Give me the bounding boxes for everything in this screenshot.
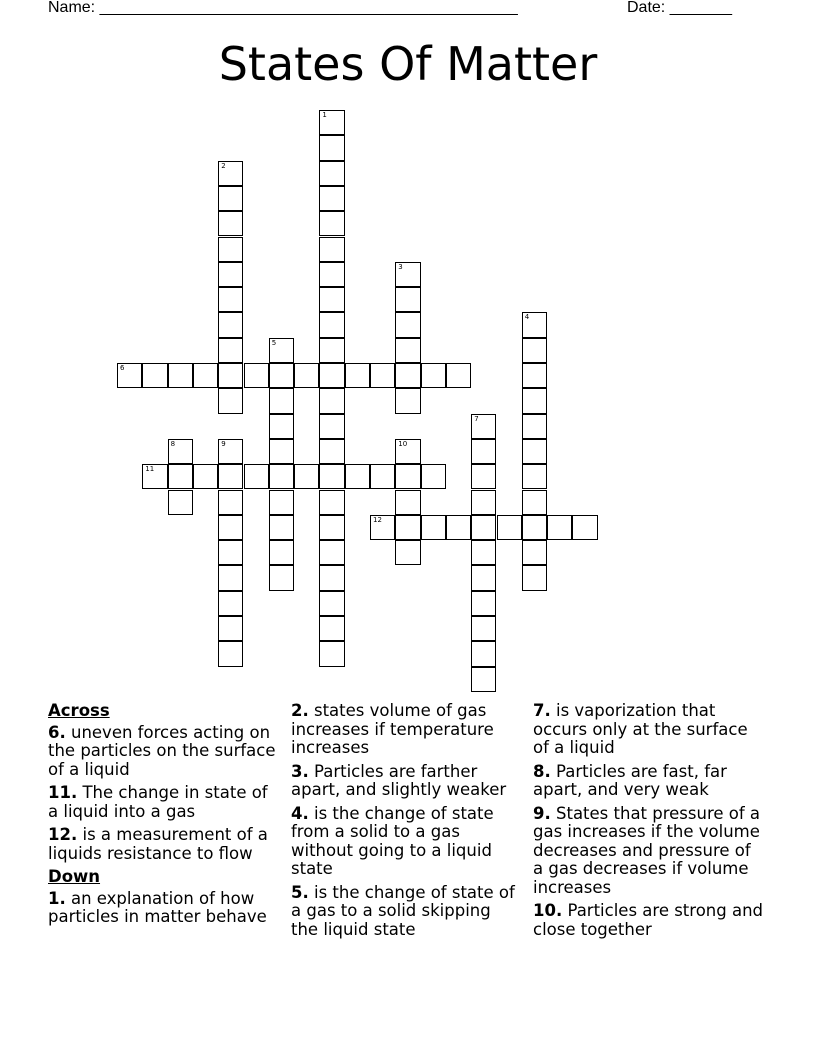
clue-number: 1 (322, 111, 327, 119)
clue-number: 8 (170, 439, 176, 448)
grid-cell[interactable] (370, 515, 395, 540)
grid-cell[interactable] (319, 515, 344, 540)
grid-cell[interactable] (218, 312, 243, 337)
grid-cell[interactable] (471, 667, 496, 692)
grid-cell[interactable] (319, 490, 344, 515)
grid-cell[interactable] (522, 515, 547, 540)
grid-cell[interactable] (269, 363, 294, 388)
grid-cell[interactable] (294, 464, 319, 489)
clue-text: is vaporization that occurs only at the surface of a liquid (533, 701, 748, 757)
clue-text: Particles are farther apart, and slightly weaker (291, 761, 507, 799)
grid-cell[interactable] (319, 135, 344, 160)
grid-cell[interactable] (269, 464, 294, 489)
grid-cell[interactable] (319, 338, 344, 363)
grid-cell[interactable] (269, 515, 294, 540)
clue-text: states volume of gas increases if temperature increases (291, 701, 494, 757)
grid-cell[interactable] (421, 464, 446, 489)
clue-number: 2 (221, 161, 226, 170)
clue-text: is a measurement of a liquids resistance to flow (48, 825, 268, 863)
grid-cell[interactable] (218, 262, 243, 287)
grid-cell[interactable] (218, 186, 243, 211)
grid-cell[interactable] (244, 363, 269, 388)
grid-cell[interactable] (522, 565, 547, 590)
grid-cell[interactable] (218, 388, 243, 413)
grid-cell[interactable] (345, 464, 370, 489)
grid-cell[interactable] (319, 540, 344, 565)
clue-item (48, 724, 280, 780)
clue-number-label: 8. (533, 761, 551, 781)
grid-cell[interactable] (319, 262, 344, 287)
grid-cell[interactable] (142, 363, 167, 388)
grid-cell[interactable] (319, 161, 344, 186)
grid-cell[interactable] (395, 287, 420, 312)
grid-cell[interactable] (395, 515, 420, 540)
grid-cell[interactable] (218, 237, 243, 262)
grid-cell[interactable] (345, 363, 370, 388)
grid-cell[interactable] (395, 540, 420, 565)
clue-text: Particles are strong and close together (533, 901, 764, 939)
clue-number-label: 6. (48, 722, 66, 742)
grid-cell[interactable] (319, 312, 344, 337)
clue-item (48, 890, 280, 927)
grid-cell[interactable] (218, 591, 243, 616)
clue-number-label: 12. (48, 825, 78, 844)
clue-number: 11 (145, 465, 155, 474)
clues-column-2 (291, 702, 523, 944)
clue-item (291, 805, 523, 879)
clue-number: 4 (524, 313, 530, 322)
grid-cell[interactable] (319, 414, 344, 439)
grid-cell[interactable] (319, 186, 344, 211)
grid-cell[interactable] (471, 540, 496, 565)
grid-cell[interactable] (497, 515, 522, 540)
grid-cell[interactable] (421, 363, 446, 388)
grid-cell[interactable] (218, 490, 243, 515)
grid-cell[interactable] (117, 363, 142, 388)
clue-number: 3 (398, 262, 403, 271)
clue-number-label: 9. (533, 803, 551, 823)
grid-cell[interactable] (547, 515, 572, 540)
grid-cell[interactable] (319, 565, 344, 590)
grid-cell[interactable] (319, 388, 344, 413)
clues-column-3 (533, 702, 765, 944)
grid-cell[interactable] (471, 439, 496, 464)
grid-cell[interactable] (319, 237, 344, 262)
grid-cell[interactable] (218, 161, 243, 186)
clue-number: 6 (120, 364, 125, 372)
grid-cell[interactable] (319, 591, 344, 616)
grid-cell[interactable] (572, 515, 597, 540)
grid-cell[interactable] (269, 414, 294, 439)
grid-cell[interactable] (522, 540, 547, 565)
grid-cell[interactable] (471, 490, 496, 515)
clue-number: 12 (373, 515, 382, 524)
clue-item (291, 763, 523, 800)
grid-cell[interactable] (168, 363, 193, 388)
clue-text: an explanation of how particles in matter behave (48, 888, 267, 926)
grid-cell[interactable] (319, 110, 344, 135)
grid-cell[interactable] (395, 338, 420, 363)
grid-cell[interactable] (218, 211, 243, 236)
grid-cell[interactable] (269, 439, 294, 464)
grid-cell[interactable] (218, 565, 243, 590)
grid-cell[interactable] (218, 338, 243, 363)
clue-item (533, 805, 765, 898)
clue-number: 9 (221, 439, 226, 448)
page-title: States Of Matter (218, 37, 598, 91)
clues-column-1 (48, 702, 280, 932)
grid-cell[interactable] (319, 616, 344, 641)
clue-number: 5 (271, 338, 277, 347)
grid-cell[interactable] (244, 464, 269, 489)
grid-cell[interactable] (446, 515, 471, 540)
grid-cell[interactable] (319, 464, 344, 489)
date-field-label: Date: _______ (627, 0, 732, 16)
grid-cell[interactable] (471, 565, 496, 590)
clue-item (533, 902, 765, 939)
name-field-label: Name: _______________________________________________ (48, 0, 518, 16)
grid-cell[interactable] (395, 490, 420, 515)
clue-item (291, 884, 523, 940)
grid-cell[interactable] (218, 641, 243, 666)
clue-number-label: 11. (48, 783, 78, 802)
grid-cell[interactable] (142, 464, 167, 489)
grid-cell[interactable] (471, 641, 496, 666)
grid-cell[interactable] (193, 363, 218, 388)
grid-cell[interactable] (522, 363, 547, 388)
grid-cell[interactable] (471, 591, 496, 616)
grid-cell[interactable] (319, 211, 344, 236)
clue-item (291, 702, 523, 758)
grid-cell[interactable] (370, 464, 395, 489)
grid-cell[interactable] (269, 540, 294, 565)
clue-text: is the change of state from a solid to a gas without going to a liquid state (291, 803, 494, 878)
grid-cell[interactable] (446, 363, 471, 388)
grid-cell[interactable] (421, 515, 446, 540)
grid-cell[interactable] (218, 363, 243, 388)
clue-number-label: 5. (291, 882, 309, 902)
grid-cell[interactable] (168, 439, 193, 464)
grid-cell[interactable] (395, 363, 420, 388)
grid-cell[interactable] (319, 641, 344, 666)
clue-text: uneven forces acting on the particles on the surface of a liquid (48, 722, 276, 779)
clue-number-label: 4. (291, 803, 309, 823)
grid-cell[interactable] (522, 464, 547, 489)
grid-cell[interactable] (193, 464, 218, 489)
grid-cell[interactable] (218, 540, 243, 565)
grid-cell[interactable] (319, 363, 344, 388)
clue-section-heading: Down (48, 867, 101, 886)
grid-cell[interactable] (471, 414, 496, 439)
grid-cell[interactable] (269, 338, 294, 363)
grid-cell[interactable] (471, 616, 496, 641)
grid-cell[interactable] (395, 388, 420, 413)
grid-cell[interactable] (370, 363, 395, 388)
grid-cell[interactable] (522, 388, 547, 413)
clue-section-heading: Across (48, 701, 110, 720)
clue-item (533, 702, 765, 758)
grid-cell[interactable] (319, 287, 344, 312)
grid-cell[interactable] (218, 616, 243, 641)
grid-cell[interactable] (168, 464, 193, 489)
clue-text: is the change of state of a gas to a solid skipping the liquid state (291, 882, 515, 939)
clue-item (48, 784, 280, 821)
grid-cell[interactable] (522, 338, 547, 363)
grid-cell[interactable] (522, 490, 547, 515)
clue-text: The change in state of a liquid into a gas (48, 783, 268, 821)
grid-cell[interactable] (395, 262, 420, 287)
clue-number: 10 (398, 439, 408, 448)
clue-number-label: 2. (291, 701, 309, 720)
grid-cell[interactable] (395, 464, 420, 489)
clue-text: States that pressure of a gas increases if the volume decreases and pressure of a gas decreases if volume increases (533, 803, 761, 897)
grid-cell[interactable] (395, 312, 420, 337)
grid-cell[interactable] (471, 464, 496, 489)
grid-cell[interactable] (522, 312, 547, 337)
grid-cell[interactable] (218, 287, 243, 312)
clue-number-label: 7. (533, 701, 551, 720)
grid-cell[interactable] (218, 515, 243, 540)
clue-item (533, 763, 765, 800)
clue-number: 7 (474, 414, 479, 423)
grid-cell[interactable] (294, 363, 319, 388)
clue-item (48, 826, 280, 863)
grid-cell[interactable] (218, 464, 243, 489)
grid-cell[interactable] (319, 439, 344, 464)
grid-cell[interactable] (269, 490, 294, 515)
grid-cell[interactable] (522, 439, 547, 464)
grid-cell[interactable] (269, 388, 294, 413)
clue-number-label: 1. (48, 888, 66, 908)
grid-cell[interactable] (218, 439, 243, 464)
clue-number-label: 10. (533, 901, 563, 920)
clue-text: Particles are fast, far apart, and very weak (533, 761, 727, 799)
clue-number-label: 3. (291, 761, 309, 781)
grid-cell[interactable] (471, 515, 496, 540)
grid-cell[interactable] (395, 439, 420, 464)
grid-cell[interactable] (269, 565, 294, 590)
grid-cell[interactable] (522, 414, 547, 439)
grid-cell[interactable] (168, 490, 193, 515)
